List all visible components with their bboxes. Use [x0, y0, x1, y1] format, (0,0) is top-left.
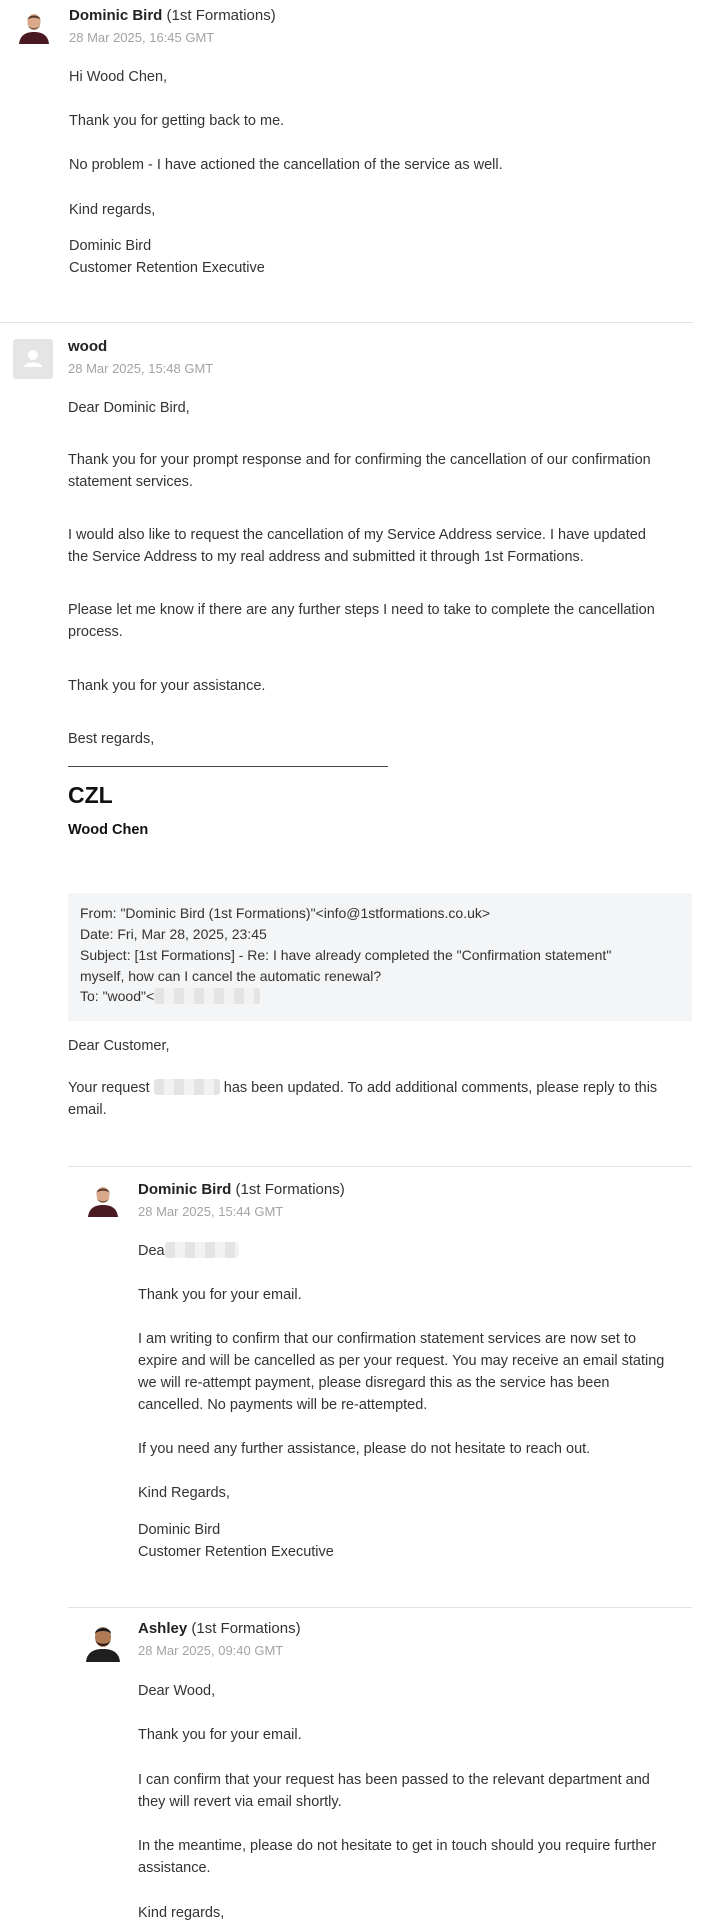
paragraph-line: Please let me know if there are any further steps I need to take to complete the cancellation	[68, 602, 655, 618]
avatar-dominic-bird[interactable]	[85, 1181, 121, 1217]
signature-title: Customer Retention Executive	[138, 1544, 334, 1560]
sender-name: Dominic Bird	[138, 1181, 232, 1198]
greeting: Dear Dominic Bird,	[68, 400, 190, 416]
redacted-name	[165, 1242, 239, 1258]
redacted-email	[154, 988, 260, 1004]
message-date: 28 Mar 2025, 09:40 GMT	[138, 1643, 284, 1658]
paragraph-line: assistance.	[138, 1860, 211, 1876]
message-divider	[0, 322, 693, 323]
request-text-pre: Your request	[68, 1080, 150, 1096]
request-text-line: email.	[68, 1102, 107, 1118]
default-user-icon	[13, 339, 53, 379]
paragraph-line: I would also like to request the cancellation of my Service Address service. I have updated	[68, 527, 646, 543]
message-date: 28 Mar 2025, 16:45 GMT	[69, 30, 215, 45]
person-photo-icon	[83, 1620, 123, 1662]
signature-separator	[68, 766, 388, 767]
redacted-request-id	[154, 1079, 220, 1095]
paragraph: Thank you for your email.	[138, 1287, 302, 1303]
paragraph-line: Thank you for your prompt response and for confirming the cancellation of our confirmation	[68, 452, 651, 468]
greeting: Hi Wood Chen,	[69, 69, 168, 85]
avatar-dominic-bird[interactable]	[16, 8, 52, 44]
quoted-from: From: "Dominic Bird (1st Formations)"<info@1stformations.co.uk>	[80, 905, 491, 921]
paragraph-line: process.	[68, 624, 123, 640]
person-photo-icon	[85, 1181, 121, 1217]
paragraph: Thank you for your assistance.	[68, 678, 266, 694]
sender-org: (1st Formations)	[191, 1620, 301, 1637]
sender-org: (1st Formations)	[235, 1181, 345, 1198]
paragraph-line: the Service Address to my real address and submitted it through 1st Formations.	[68, 549, 584, 565]
closing: Kind Regards,	[138, 1485, 230, 1501]
signature-name: Dominic Bird	[69, 238, 152, 254]
sender-org: (1st Formations)	[166, 7, 276, 24]
sender-name: Dominic Bird	[69, 7, 163, 24]
signature-title: Customer Retention Executive	[69, 260, 265, 276]
paragraph-line: they will revert via email shortly.	[138, 1794, 342, 1810]
paragraph: No problem - I have actioned the cancellation of the service as well.	[69, 157, 503, 173]
customer-greeting: Dear Customer,	[68, 1038, 170, 1054]
quoted-subject-line: myself, how can I cancel the automatic renewal?	[80, 968, 382, 984]
quoted-date: Date: Fri, Mar 28, 2025, 23:45	[80, 926, 267, 942]
paragraph: If you need any further assistance, please do not hesitate to reach out.	[138, 1441, 591, 1457]
message-divider	[68, 1607, 692, 1608]
quoted-subject-line: Subject: [1st Formations] - Re: I have already completed the "Confirmation statement"	[80, 947, 612, 963]
paragraph-line: In the meantime, please do not hesitate to get in touch should you require further	[138, 1838, 657, 1854]
person-photo-icon	[16, 8, 52, 44]
avatar-ashley[interactable]	[83, 1620, 123, 1662]
signature-logo-text: CZL	[68, 782, 113, 808]
paragraph-line: we will re-attempt payment, please disregard this as the service has been	[138, 1375, 610, 1391]
sender-name: Ashley	[138, 1620, 188, 1637]
avatar-wood[interactable]	[13, 339, 53, 379]
paragraph: Thank you for getting back to me.	[69, 113, 285, 129]
closing: Best regards,	[68, 731, 155, 747]
signature-name: Dominic Bird	[138, 1522, 221, 1538]
signature-name: Wood Chen	[68, 822, 149, 838]
paragraph-line: I can confirm that your request has been passed to the relevant department and	[138, 1772, 650, 1788]
closing: Kind regards,	[138, 1905, 225, 1921]
paragraph: Thank you for your email.	[138, 1727, 302, 1743]
paragraph-line: expire and will be cancelled as per your request. You may receive an email stating	[138, 1353, 665, 1369]
message-date: 28 Mar 2025, 15:48 GMT	[68, 361, 214, 376]
paragraph-line: I am writing to confirm that our confirmation statement services are now set to	[138, 1331, 637, 1347]
paragraph-line: statement services.	[68, 474, 193, 490]
message-divider	[68, 1166, 692, 1167]
quoted-to: To: "wood"<	[80, 988, 155, 1004]
paragraph-line: cancelled. No payments will be re-attempted.	[138, 1397, 428, 1413]
greeting: Dea	[138, 1243, 165, 1259]
greeting: Dear Wood,	[138, 1683, 216, 1699]
message-date: 28 Mar 2025, 15:44 GMT	[138, 1204, 284, 1219]
request-text-post: has been updated. To add additional comments, please reply to this	[223, 1080, 658, 1096]
closing: Kind regards,	[69, 202, 156, 218]
sender-name: wood	[68, 338, 108, 355]
